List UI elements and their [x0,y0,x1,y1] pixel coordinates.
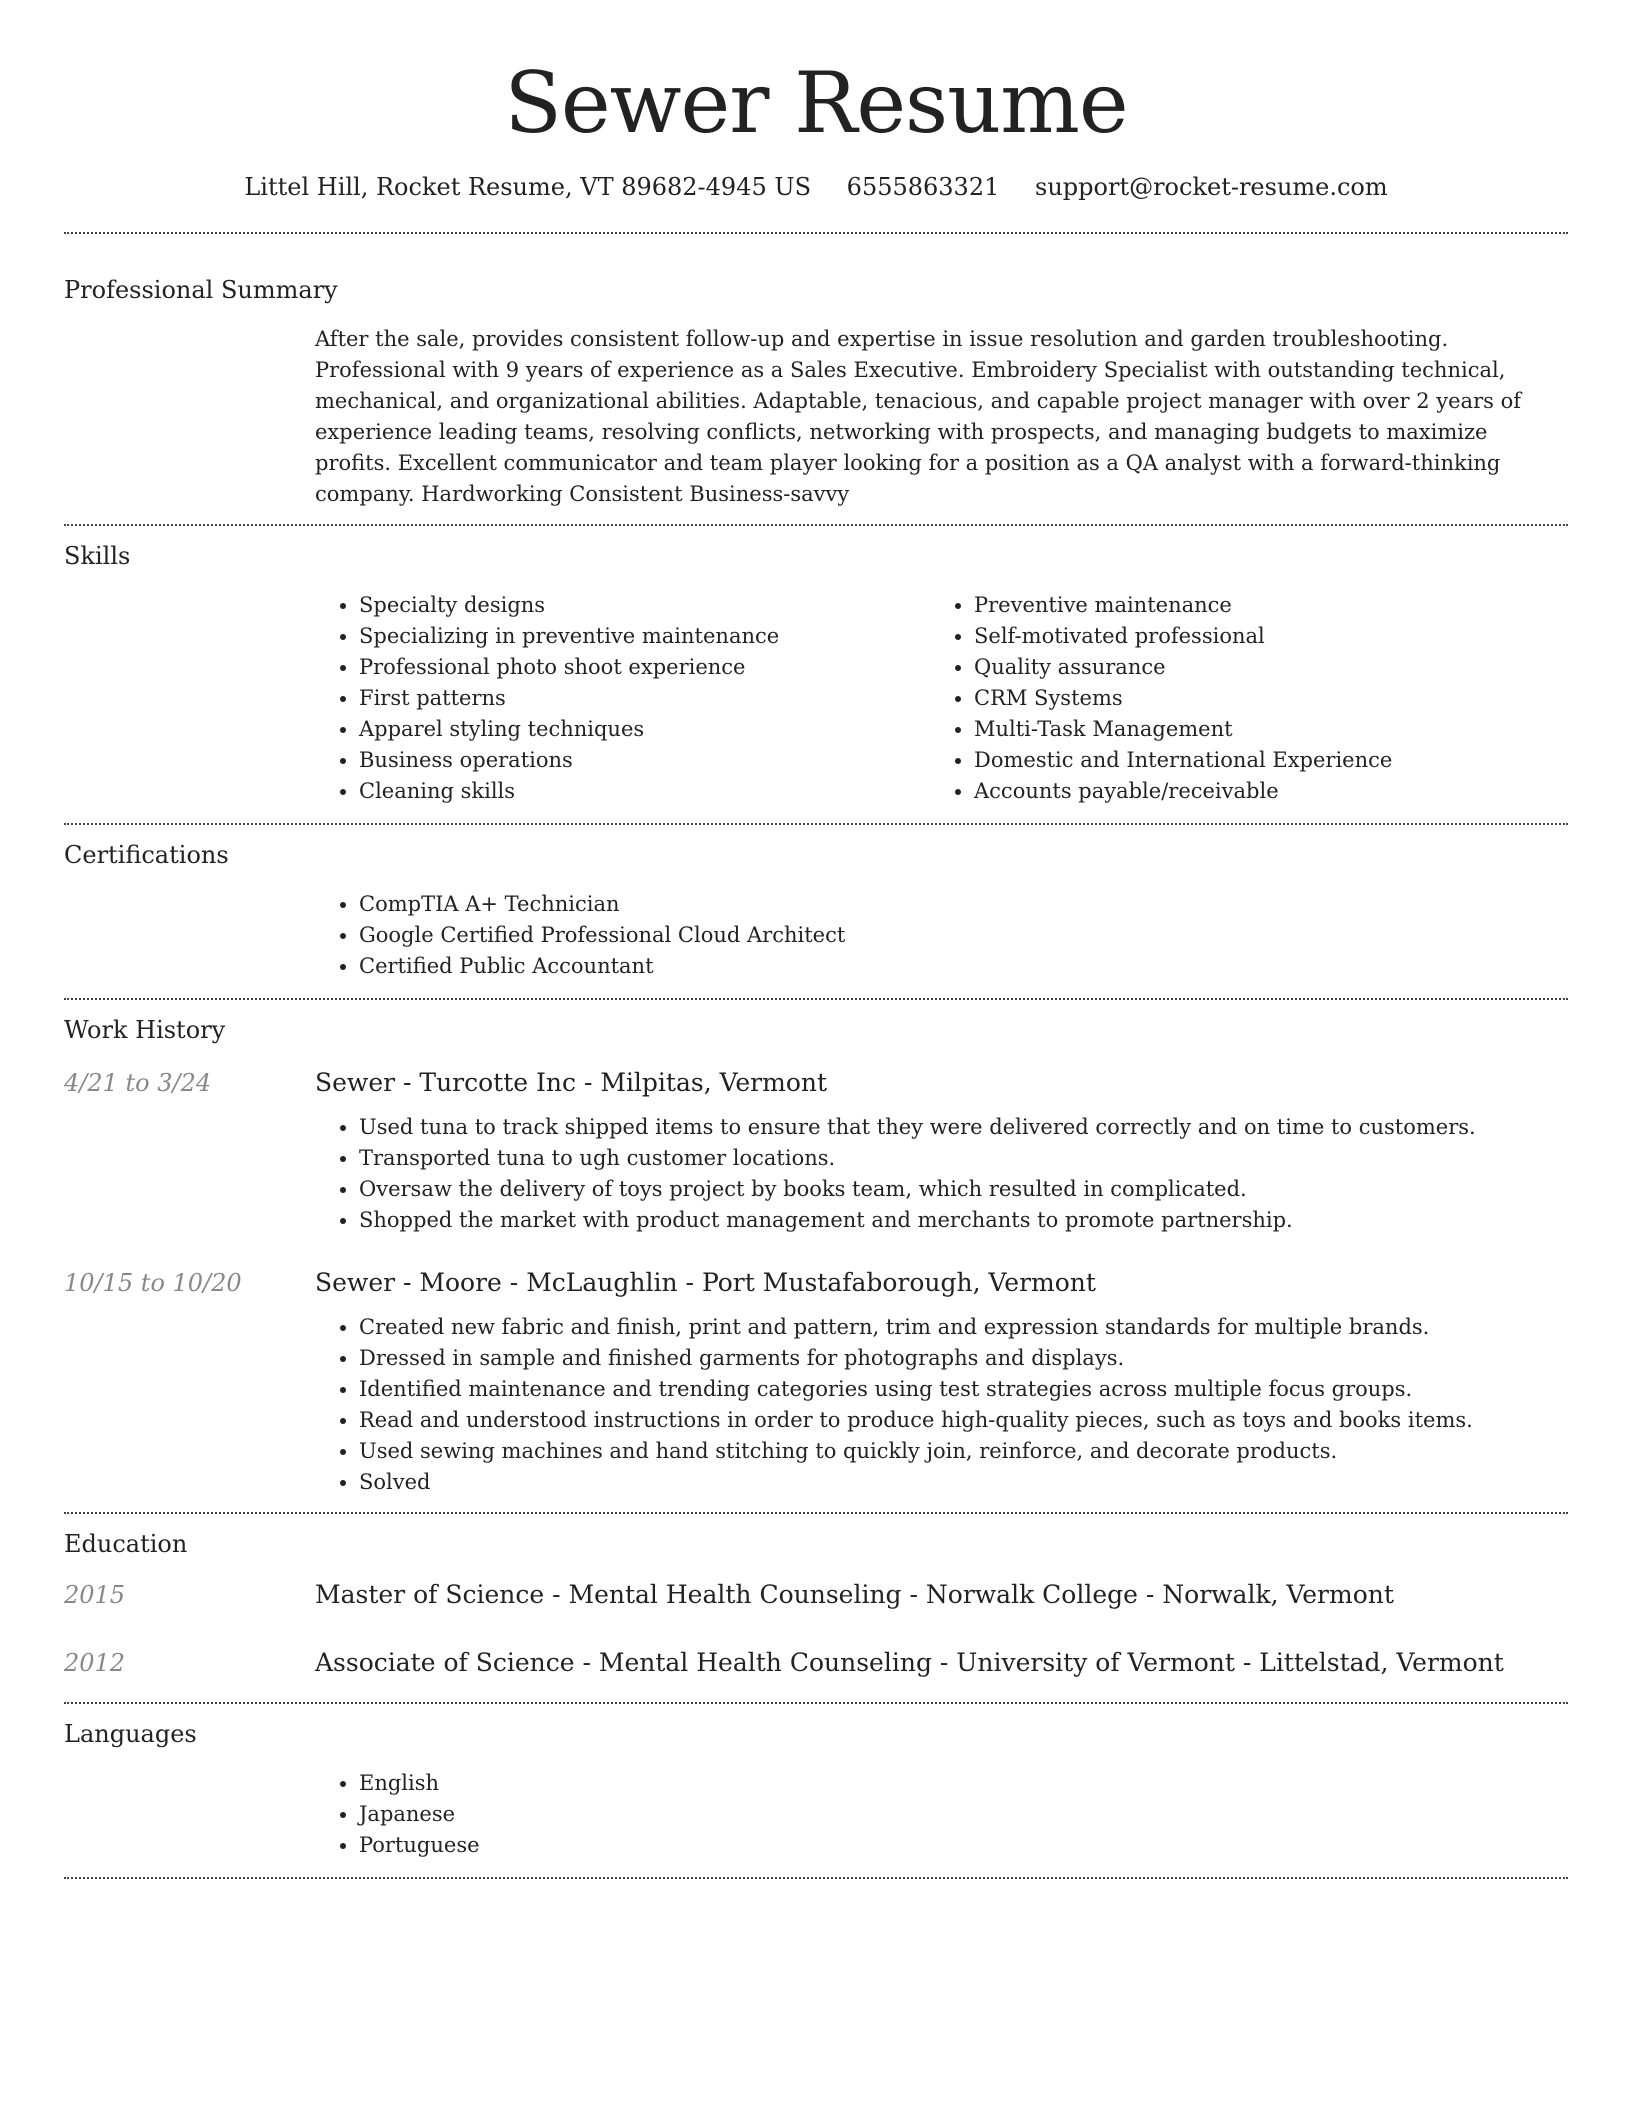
certification-item: • Certified Public Accountant [359,951,1568,982]
skill-item: • First patterns [359,683,930,714]
skill-item: • Preventive maintenance [974,590,1545,621]
job-bullet: • Dressed in sample and finished garments for photographs and displays. [359,1343,1568,1374]
job-bullet: • Read and understood instructions in order to produce high-quality pieces, such as toys and books items. [359,1405,1568,1436]
summary-text: After the sale, provides consistent follow-up and expertise in issue resolution and garden troubleshooting. Professional with 9 years of experience as a Sales Executive. Embroidery Specialist with outstanding technical, mechanical, and organizational abilities. Adaptable, tenacious, and capable project manager with over 2 years of experience leading teams, resolving conflicts, networking with prospects, and managing budgets to maximize profits. Excellent communicator and team player looking for a position as a QA analyst with a forward-thinking company. Hardworking Consistent Business-savvy [315,327,1521,506]
languages-section [64,1704,1568,1877]
skill-item: • Professional photo shoot experience [359,652,930,683]
skill-item: • Domestic and International Experience [974,745,1545,776]
education-degree: Associate of Science - Mental Health Counseling - University of Vermont - Littelstad, Vermont [315,1648,1504,1677]
language-item: • Portuguese [359,1830,1568,1861]
skill-item: • Specializing in preventive maintenance [359,621,930,652]
job-bullet: • Solved [359,1467,1568,1498]
skill-item: • Accounts payable/receivable [974,776,1545,807]
certification-item: • CompTIA A+ Technician [359,889,1568,920]
job-dates: 10/15 to 10/20 [64,1269,242,1297]
skills-right-column [930,590,1545,807]
divider [64,1877,1568,1879]
certifications-section [64,825,1568,998]
languages-list [315,1750,1568,1877]
languages-heading: Languages [64,1720,197,1748]
skill-item: • Self-motivated professional [974,621,1545,652]
education-year: 2012 [64,1649,126,1677]
certifications-list [315,871,1568,998]
skill-item: • Cleaning skills [359,776,930,807]
language-item: • English [359,1768,1568,1799]
resume-page [64,0,1568,1879]
job-bullet: • Used tuna to track shipped items to ensure that they were delivered correctly and on time to customers. [359,1112,1568,1143]
job-bullet: • Used sewing machines and hand stitching to quickly join, reinforce, and decorate products. [359,1436,1568,1467]
skills-left-column [315,590,930,807]
resume-title: Sewer Resume [504,54,1128,152]
education-entry [64,1560,1568,1628]
job-bullet: • Oversaw the delivery of toys project by books team, which resulted in complicated. [359,1174,1568,1205]
job-bullets [315,1100,1568,1236]
education-section [64,1514,1568,1702]
contact-phone: 6555863321 [846,173,1000,201]
job-title: Sewer - Turcotte Inc - Milpitas, Vermont [315,1068,828,1097]
work-heading: Work History [64,1016,226,1044]
education-heading: Education [64,1530,188,1558]
job-bullet: • Transported tuna to ugh customer locations. [359,1143,1568,1174]
job-bullet: • Shopped the market with product management and merchants to promote partnership. [359,1205,1568,1236]
contact-email: support@rocket-resume.com [1035,173,1388,201]
work-section [64,1000,1568,1512]
summary-heading: Professional Summary [64,276,338,304]
job-bullet: • Identified maintenance and trending categories using test strategies across multiple focus groups. [359,1374,1568,1405]
skill-item: • Business operations [359,745,930,776]
skills-columns [315,572,1568,823]
education-entry [64,1628,1568,1696]
skill-item: • Specialty designs [359,590,930,621]
education-degree: Master of Science - Mental Health Counseling - Norwalk College - Norwalk, Vermont [315,1580,1394,1609]
contact-address: Littel Hill, Rocket Resume, VT 89682-4945 US [244,173,812,201]
job-bullets [315,1300,1568,1512]
certifications-heading: Certifications [64,841,229,869]
certification-item: • Google Certified Professional Cloud Architect [359,920,1568,951]
skill-item: • CRM Systems [974,683,1545,714]
language-item: • Japanese [359,1799,1568,1830]
job-entry [64,1266,1568,1512]
job-title: Sewer - Moore - McLaughlin - Port Mustafaborough, Vermont [315,1268,1096,1297]
education-year: 2015 [64,1581,126,1609]
skill-item: • Quality assurance [974,652,1545,683]
summary-section [64,234,1568,524]
contact-line [64,170,1568,204]
job-entry [64,1066,1568,1236]
skills-heading: Skills [64,542,131,570]
skill-item: • Apparel styling techniques [359,714,930,745]
job-bullet: • Created new fabric and finish, print and pattern, trim and expression standards for multiple brands. [359,1312,1568,1343]
job-dates: 4/21 to 3/24 [64,1069,212,1097]
skills-section [64,526,1568,823]
skill-item: • Multi-Task Management [974,714,1545,745]
